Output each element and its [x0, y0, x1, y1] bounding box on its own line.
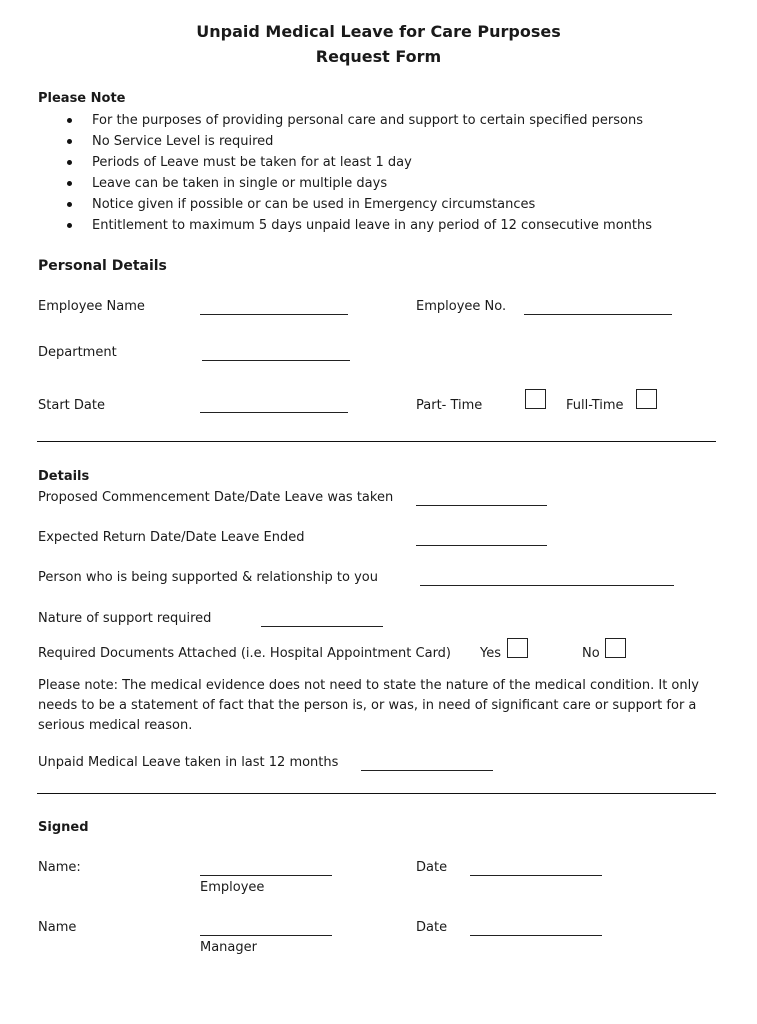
manager-name-sign-label: Name: [38, 920, 77, 935]
bullet-icon: [67, 160, 72, 165]
full-time-checkbox[interactable]: [636, 389, 657, 409]
no-label: No: [582, 646, 600, 661]
note-item: Notice given if possible or can be used in Emergency circumstances: [67, 194, 652, 215]
employee-name-field[interactable]: [200, 314, 348, 315]
documents-attached-label: Required Documents Attached (i.e. Hospital Appointment Card): [38, 646, 452, 661]
nature-of-support-field[interactable]: [261, 626, 383, 627]
full-time-label: Full-Time: [566, 398, 624, 413]
bullet-icon: [67, 118, 72, 123]
employee-name-label: Employee Name: [38, 299, 145, 314]
note-item: Leave can be taken in single or multiple days: [67, 173, 652, 194]
employee-signature-field[interactable]: [200, 875, 332, 876]
employee-date-field[interactable]: [470, 875, 602, 876]
section-divider: [37, 441, 716, 442]
signed-heading: Signed: [38, 820, 89, 835]
personal-details-heading: Personal Details: [38, 258, 167, 274]
bullet-icon: [67, 181, 72, 186]
commencement-label: Proposed Commencement Date/Date Leave was taken: [38, 490, 394, 505]
commencement-field[interactable]: [416, 505, 547, 506]
person-supported-label: Person who is being supported & relationship to you: [38, 570, 378, 585]
department-field[interactable]: [202, 360, 350, 361]
part-time-label: Part- Time: [416, 398, 483, 413]
employee-caption: Employee: [200, 880, 265, 895]
manager-caption: Manager: [200, 940, 257, 955]
note-item: No Service Level is required: [67, 131, 652, 152]
note-item: Entitlement to maximum 5 days unpaid leave in any period of 12 consecutive months: [67, 215, 652, 236]
yes-checkbox[interactable]: [507, 638, 528, 658]
bullet-icon: [67, 223, 72, 228]
leave-taken-label: Unpaid Medical Leave taken in last 12 months: [38, 755, 339, 770]
form-subtitle: Request Form: [315, 47, 442, 66]
nature-of-support-label: Nature of support required: [38, 611, 212, 626]
employee-no-field[interactable]: [524, 314, 672, 315]
employee-no-label: Employee No.: [416, 299, 507, 314]
department-label: Department: [38, 345, 117, 360]
note-item: For the purposes of providing personal care and support to certain specified persons: [67, 110, 652, 131]
manager-date-field[interactable]: [470, 935, 602, 936]
note-heading: Please Note: [38, 91, 126, 106]
manager-signature-field[interactable]: [200, 935, 332, 936]
person-supported-field[interactable]: [420, 585, 674, 586]
return-date-field[interactable]: [416, 545, 547, 546]
start-date-field[interactable]: [200, 412, 348, 413]
manager-date-label: Date: [416, 920, 448, 935]
note-item: Periods of Leave must be taken for at least 1 day: [67, 152, 652, 173]
details-heading: Details: [38, 469, 90, 484]
return-date-label: Expected Return Date/Date Leave Ended: [38, 530, 305, 545]
bullet-icon: [67, 139, 72, 144]
note-list: [67, 110, 652, 236]
section-divider: [37, 793, 716, 794]
start-date-label: Start Date: [38, 398, 105, 413]
medical-evidence-note: Please note: The medical evidence does not need to state the nature of the medical condition. It only needs to be a statement of fact that the person is, or was, in need of significant care or support for a serious medical reason.: [38, 678, 699, 733]
employee-date-label: Date: [416, 860, 448, 875]
part-time-checkbox[interactable]: [525, 389, 546, 409]
form-title: Unpaid Medical Leave for Care Purposes: [196, 22, 561, 41]
yes-label: Yes: [480, 646, 501, 661]
leave-taken-field[interactable]: [361, 770, 493, 771]
employee-name-sign-label: Name:: [38, 860, 81, 875]
no-checkbox[interactable]: [605, 638, 626, 658]
bullet-icon: [67, 202, 72, 207]
